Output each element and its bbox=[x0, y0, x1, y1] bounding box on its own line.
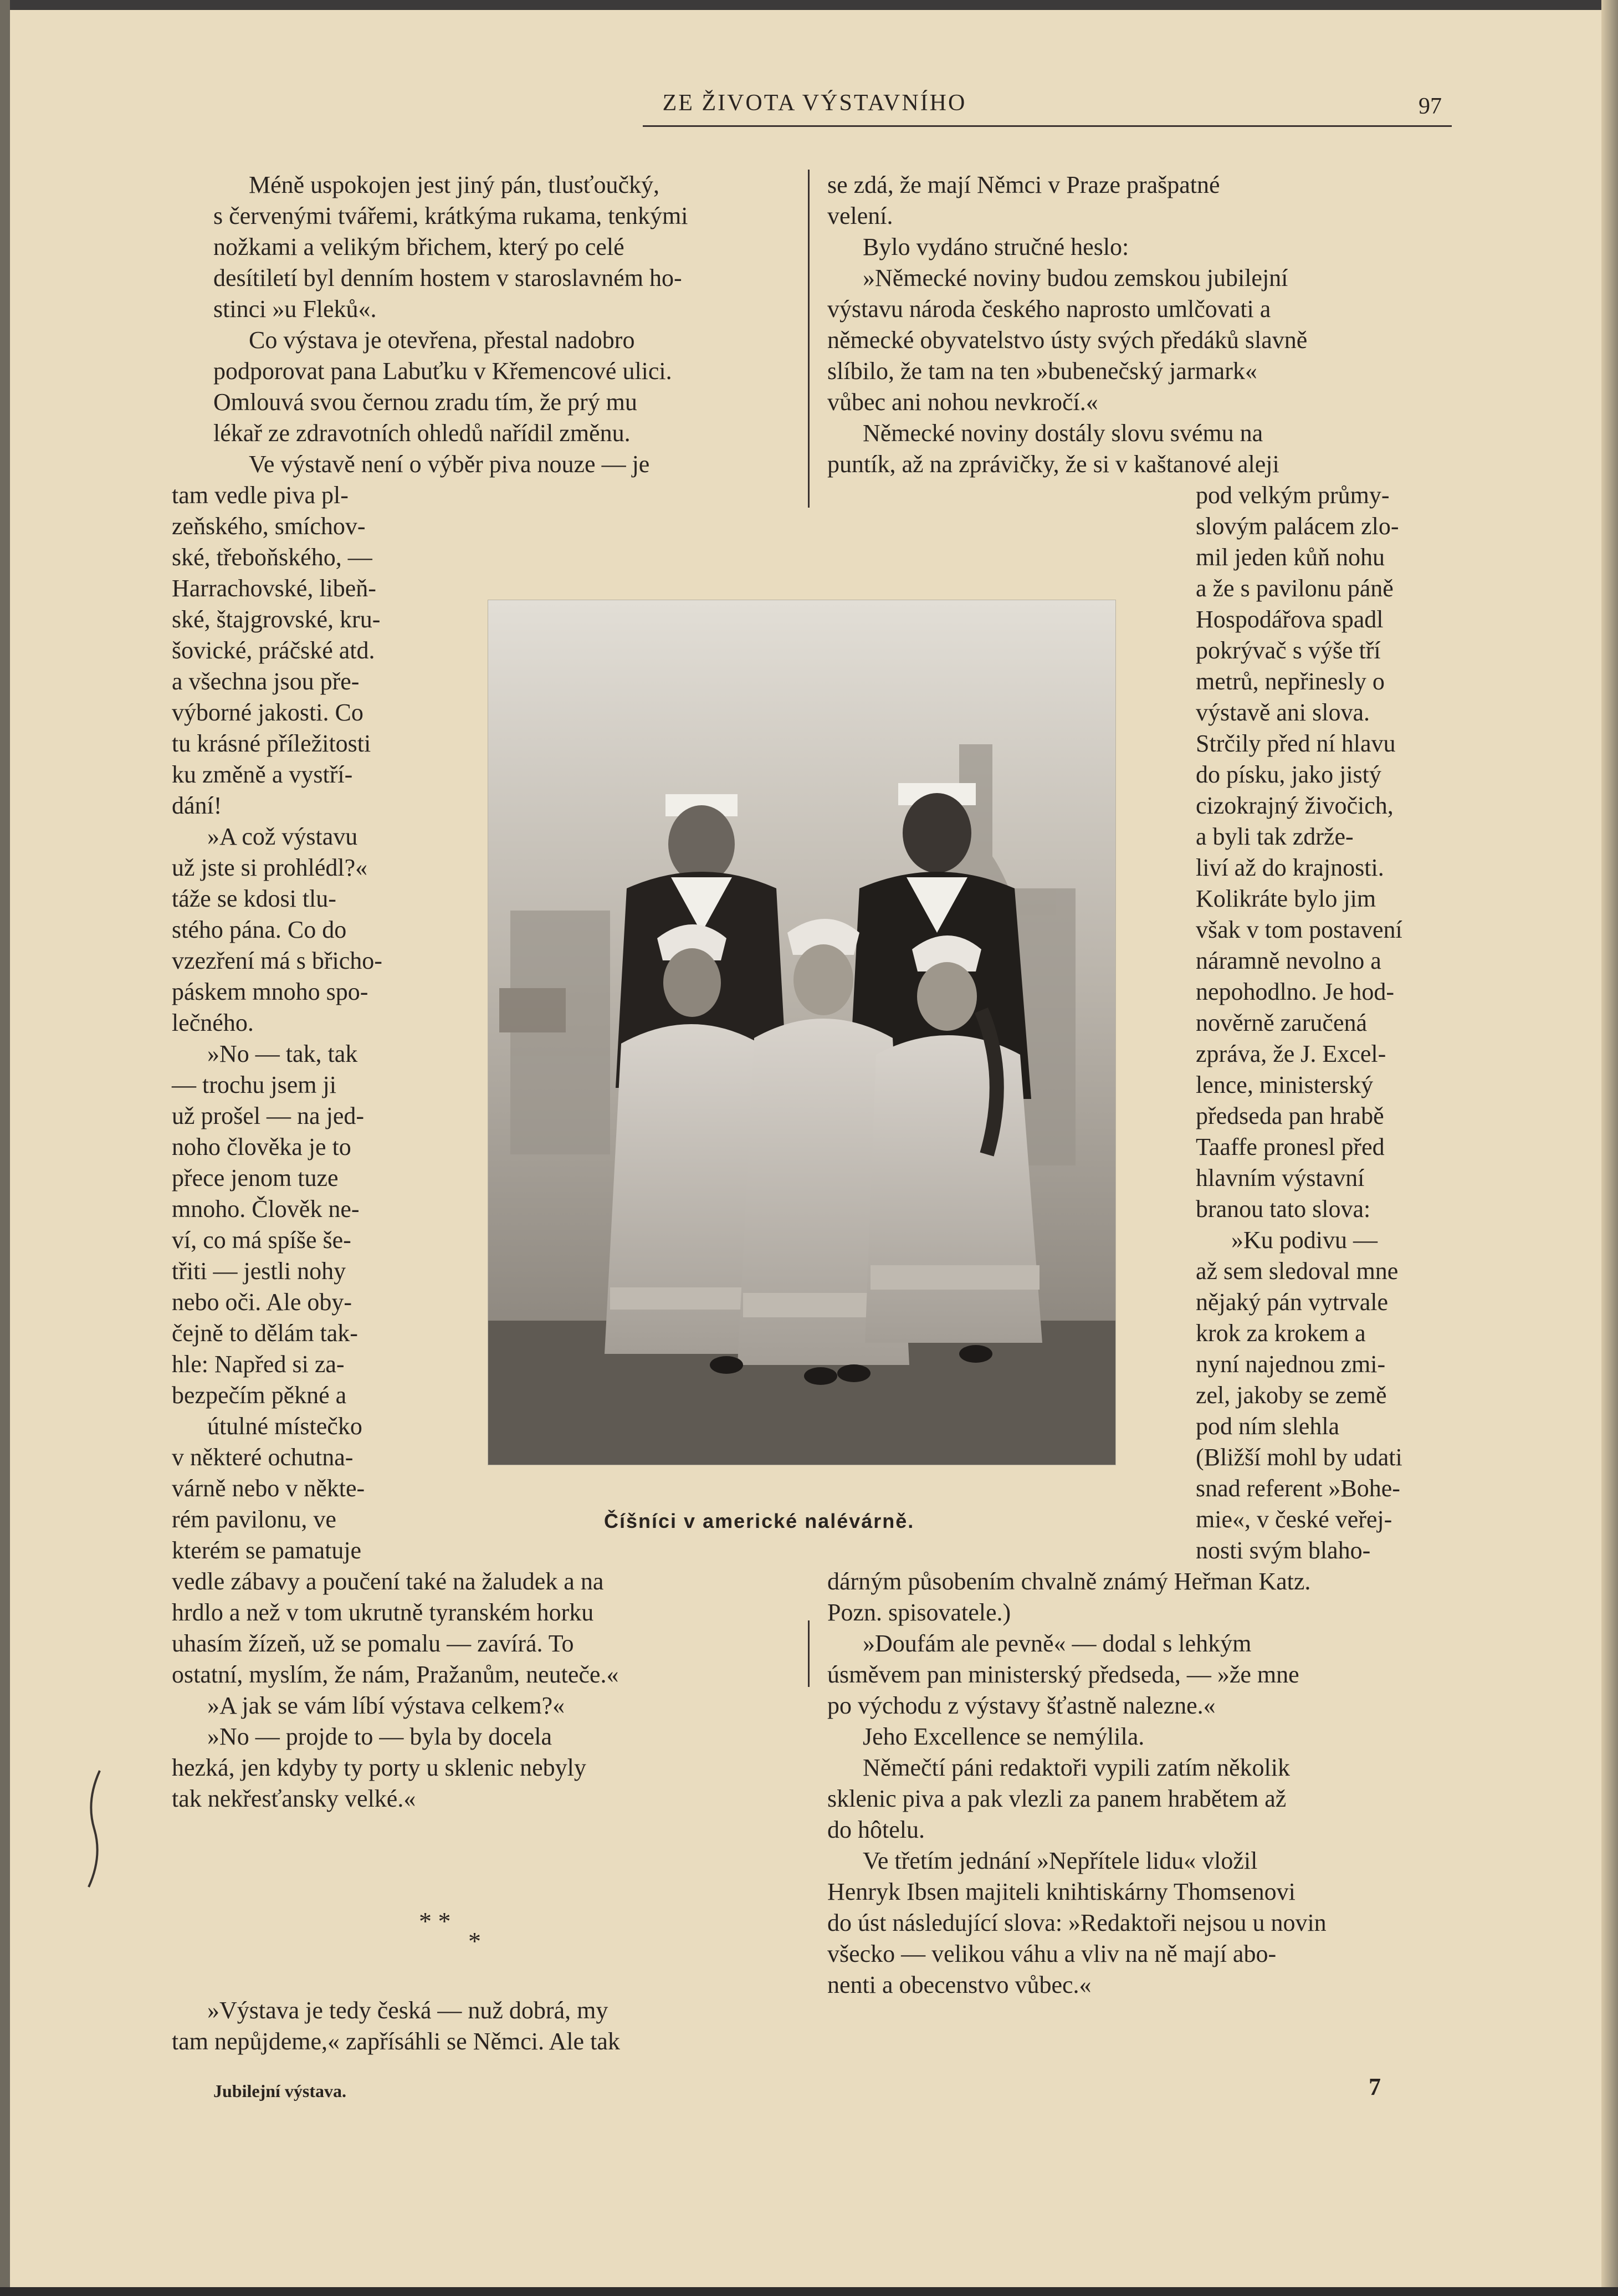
paragraph-line: a byli tak zdrže- bbox=[1196, 823, 1354, 850]
paragraph-line: Jeho Excellence se nemýlila. bbox=[863, 1723, 1145, 1750]
paragraph-line: dárným působením chvalně známý Heřman Katz. bbox=[827, 1568, 1311, 1595]
paragraph-line: v některé ochutna- bbox=[172, 1444, 354, 1471]
right-column-narrow bbox=[1196, 480, 1448, 1566]
paragraph-line: velení. bbox=[827, 202, 893, 229]
paragraph-line: hrdlo a než v tom ukrutně tyranském horku bbox=[172, 1599, 594, 1626]
paragraph-line: liví až do krajnosti. bbox=[1196, 854, 1384, 881]
paragraph-line: hezká, jen kdyby ty porty u sklenic nebyly bbox=[172, 1754, 586, 1781]
paragraph-line: vedle zábavy a poučení také na žaludek a na bbox=[172, 1568, 604, 1595]
photograph-illustration bbox=[488, 600, 1115, 1465]
paragraph-line: lékař ze zdravotních ohledů nařídil změnu. bbox=[213, 420, 631, 447]
paragraph-line: výstavě ani slova. bbox=[1196, 699, 1370, 726]
paragraph-line: nožkami a velikým břichem, který po celé bbox=[213, 233, 624, 260]
paragraph-line: »No — projde to — byla by docela bbox=[207, 1723, 552, 1750]
paragraph-line: zeňského, smíchov- bbox=[172, 513, 366, 540]
section-divider-stars: * * bbox=[419, 1907, 451, 1935]
paragraph-line: Méně uspokojen jest jiný pán, tlusťoučký, bbox=[249, 171, 660, 198]
paragraph-line: stinci »u Fleků«. bbox=[213, 295, 377, 323]
paragraph-line: Omlouvá svou černou zradu tím, že prý mu bbox=[213, 388, 637, 416]
paragraph-line: dání! bbox=[172, 792, 222, 819]
paragraph-line: Ve výstavě není o výběr piva nouze — je bbox=[249, 451, 650, 478]
paragraph-line: do písku, jako jistý bbox=[1196, 761, 1381, 788]
paragraph-line: lečného. bbox=[172, 1009, 254, 1036]
paragraph-line: mil jeden kůň nohu bbox=[1196, 544, 1385, 571]
paragraph-line: už jste si prohlédl?« bbox=[172, 854, 368, 881]
paragraph-line: ku změně a vystří- bbox=[172, 761, 353, 788]
paragraph-line: »Doufám ale pevně« — dodal s lehkým bbox=[863, 1630, 1252, 1657]
figure-caption: Číšníci v americké nalévárně. bbox=[604, 1510, 915, 1532]
paragraph-line: do úst následující slova: »Redaktoři nejsou u novin bbox=[827, 1909, 1327, 1936]
paragraph-line: Strčily před ní hlavu bbox=[1196, 730, 1396, 757]
paragraph-line: nebo oči. Ale oby- bbox=[172, 1288, 352, 1316]
paragraph-line: čejně to dělám tak- bbox=[172, 1320, 358, 1347]
paragraph-line: nepohodlno. Je hod- bbox=[1196, 978, 1395, 1005]
paragraph-line: všecko — velikou váhu a vliv na ně mají abo- bbox=[827, 1940, 1277, 1967]
right-column-bottom bbox=[827, 1566, 1448, 2001]
paragraph-line: výstavu národa českého naprosto umlčovati a bbox=[827, 295, 1271, 323]
paragraph-line: náramně nevolno a bbox=[1196, 947, 1381, 974]
paragraph-line: »A což výstavu bbox=[207, 823, 358, 850]
paragraph-line: ské, třeboňského, — bbox=[172, 544, 372, 571]
paragraph-line: Kolikráte bylo jim bbox=[1196, 885, 1376, 912]
left-column-final bbox=[172, 1995, 790, 2057]
paragraph-line: Co výstava je otevřena, přestal nadobro bbox=[249, 326, 635, 354]
paragraph-line: desítiletí byl denním hostem v staroslavném ho- bbox=[213, 264, 682, 292]
paragraph-line: hlavním výstavní bbox=[1196, 1164, 1365, 1192]
paragraph-line: nosti svým blaho- bbox=[1196, 1537, 1371, 1564]
right-column-top bbox=[827, 170, 1448, 480]
paragraph-line: tam vedle piva pl- bbox=[172, 482, 349, 509]
paragraph-line: mie«, v české veřej- bbox=[1196, 1506, 1392, 1533]
paragraph-line: slovým palácem zlo- bbox=[1196, 513, 1399, 540]
paragraph-line: nějaký pán vytrvale bbox=[1196, 1288, 1388, 1316]
section-divider-star: * bbox=[468, 1927, 481, 1955]
paragraph-line: kterém se pamatuje bbox=[172, 1537, 362, 1564]
paragraph-line: Pozn. spisovatele.) bbox=[827, 1599, 1011, 1626]
paragraph-line: úsměvem pan ministerský předseda, — »že mne bbox=[827, 1661, 1299, 1688]
photograph-waiters bbox=[488, 600, 1116, 1465]
paragraph-line: Harrachovské, libeň- bbox=[172, 575, 376, 602]
paragraph-line: lence, ministerský bbox=[1196, 1071, 1374, 1098]
paragraph-line: noho člověka je to bbox=[172, 1133, 351, 1160]
paragraph-line: »Ku podivu — bbox=[1231, 1226, 1378, 1254]
paragraph-line: až sem sledoval mne bbox=[1196, 1257, 1399, 1285]
paragraph-line: tam nepůjdeme,« zapřísáhli se Němci. Ale tak bbox=[172, 2028, 620, 2055]
paragraph-line: krok za krokem a bbox=[1196, 1320, 1366, 1347]
paragraph-line: tu krásné příležitosti bbox=[172, 730, 371, 757]
paragraph-line: přece jenom tuze bbox=[172, 1164, 339, 1192]
paragraph-line: zpráva, že J. Excel- bbox=[1196, 1040, 1386, 1067]
paragraph-line: slíbilo, že tam na ten »bubenečský jarmark« bbox=[827, 357, 1257, 385]
paragraph-line: sklenic piva a pak vlezli za panem hrabětem až bbox=[827, 1785, 1287, 1812]
left-column-top bbox=[213, 170, 790, 480]
paragraph-line: branou tato slova: bbox=[1196, 1195, 1371, 1223]
pencil-bracket-mark bbox=[83, 1768, 105, 1890]
paragraph-line: metrů, nepřinesly o bbox=[1196, 668, 1385, 695]
page-number: 97 bbox=[1419, 94, 1442, 119]
paragraph-line: Bylo vydáno stručné heslo: bbox=[863, 233, 1129, 260]
paragraph-line: šovické, práčské atd. bbox=[172, 637, 375, 664]
paragraph-line: snad referent »Bohe- bbox=[1196, 1475, 1400, 1502]
signature-mark: 7 bbox=[1369, 2073, 1381, 2100]
paragraph-line: ví, co má spíše še- bbox=[172, 1226, 351, 1254]
paragraph-line: německé obyvatelstvo ústy svých předáků slavně bbox=[827, 326, 1308, 354]
paragraph-line: pod velkým průmy- bbox=[1196, 482, 1390, 509]
paragraph-line: vzezření má s břicho- bbox=[172, 947, 382, 974]
paragraph-line: výborné jakosti. Co bbox=[172, 699, 363, 726]
paragraph-line: uhasím žízeň, už se pomalu — zavírá. To bbox=[172, 1630, 574, 1657]
column-rule-bottom bbox=[808, 1620, 810, 1687]
paragraph-line: zel, jakoby se země bbox=[1196, 1382, 1387, 1409]
paragraph-line: předseda pan hrabě bbox=[1196, 1102, 1384, 1129]
running-head: ZE ŽIVOTA VÝSTAVNÍHO bbox=[662, 90, 967, 116]
paragraph-line: ské, štajgrovské, kru- bbox=[172, 606, 381, 633]
scan-edge-left bbox=[0, 0, 10, 2296]
paragraph-line: ostatní, myslím, že nám, Pražanům, neuteče.« bbox=[172, 1661, 619, 1688]
paragraph-line: do hôtelu. bbox=[827, 1816, 925, 1843]
paragraph-line: stého pána. Co do bbox=[172, 916, 347, 943]
header-rule bbox=[643, 125, 1452, 127]
paragraph-line: podporovat pana Labuťku v Křemencové ulici. bbox=[213, 357, 672, 385]
paragraph-line: Německé noviny dostály slovu svému na bbox=[863, 420, 1263, 447]
paragraph-line: cizokrajný živočich, bbox=[1196, 792, 1394, 819]
paragraph-line: nyní najednou zmi- bbox=[1196, 1351, 1386, 1378]
paragraph-line: Taaffe pronesl před bbox=[1196, 1133, 1385, 1160]
paragraph-line: pod ním slehla bbox=[1196, 1413, 1340, 1440]
paragraph-line: po východu z výstavy šťastně nalezne.« bbox=[827, 1692, 1216, 1719]
paragraph-line: »A jak se vám líbí výstava celkem?« bbox=[207, 1692, 565, 1719]
paragraph-line: mnoho. Člověk ne- bbox=[172, 1195, 360, 1223]
paragraph-line: puntík, až na zprávičky, že si v kaštanové aleji bbox=[827, 451, 1279, 478]
left-column-narrow bbox=[172, 480, 421, 1566]
paragraph-line: rém pavilonu, ve bbox=[172, 1506, 336, 1533]
column-rule-top bbox=[808, 170, 810, 508]
paragraph-line: nenti a obecenstvo vůbec.« bbox=[827, 1971, 1092, 1998]
paragraph-line: Ve třetím jednání »Nepřítele lidu« vložil bbox=[863, 1847, 1258, 1874]
paragraph-line: s červenými tvářemi, krátkýma rukama, tenkými bbox=[213, 202, 688, 229]
paragraph-line: Hospodářova spadl bbox=[1196, 606, 1384, 633]
paragraph-line: »No — tak, tak bbox=[207, 1040, 358, 1067]
paragraph-line: pokrývač s výše tří bbox=[1196, 637, 1381, 664]
left-column-bottom bbox=[172, 1566, 790, 1814]
scan-edge-bottom bbox=[0, 2287, 1618, 2296]
paragraph-line: útulné místečko bbox=[207, 1413, 362, 1440]
paragraph-line: — trochu jsem ji bbox=[172, 1071, 336, 1098]
scan-edge-top bbox=[0, 0, 1618, 10]
paragraph-line: (Bližší mohl by udati bbox=[1196, 1444, 1402, 1471]
paragraph-line: však v tom postavení bbox=[1196, 916, 1402, 943]
paragraph-line: táže se kdosi tlu- bbox=[172, 885, 336, 912]
paragraph-line: páskem mnoho spo- bbox=[172, 978, 368, 1005]
paragraph-line: várně nebo v někte- bbox=[172, 1475, 365, 1502]
footer-source: Jubilejní výstava. bbox=[213, 2081, 347, 2101]
paragraph-line: nověrně zaručená bbox=[1196, 1009, 1368, 1036]
paragraph-line: a všechna jsou pře- bbox=[172, 668, 360, 695]
scan-edge-right bbox=[1601, 0, 1618, 2296]
paragraph-line: Němečtí páni redaktoři vypili zatím několik bbox=[863, 1754, 1290, 1781]
paragraph-line: Henryk Ibsen majiteli knihtiskárny Thomsenovi bbox=[827, 1878, 1296, 1905]
paragraph-line: bezpečím pěkné a bbox=[172, 1382, 347, 1409]
paragraph-line: se zdá, že mají Němci v Praze prašpatné bbox=[827, 171, 1220, 198]
paragraph-line: hle: Napřed si za- bbox=[172, 1351, 345, 1378]
paragraph-line: vůbec ani nohou nevkročí.« bbox=[827, 388, 1098, 416]
paragraph-line: a že s pavilonu páně bbox=[1196, 575, 1394, 602]
paragraph-line: už prošel — na jed- bbox=[172, 1102, 364, 1129]
paragraph-line: třiti — jestli nohy bbox=[172, 1257, 346, 1285]
paragraph-line: tak nekřesťansky velké.« bbox=[172, 1785, 416, 1812]
paragraph-line: »Výstava je tedy česká — nuž dobrá, my bbox=[207, 1997, 608, 2024]
paragraph-line: »Německé noviny budou zemskou jubilejní bbox=[863, 264, 1288, 292]
